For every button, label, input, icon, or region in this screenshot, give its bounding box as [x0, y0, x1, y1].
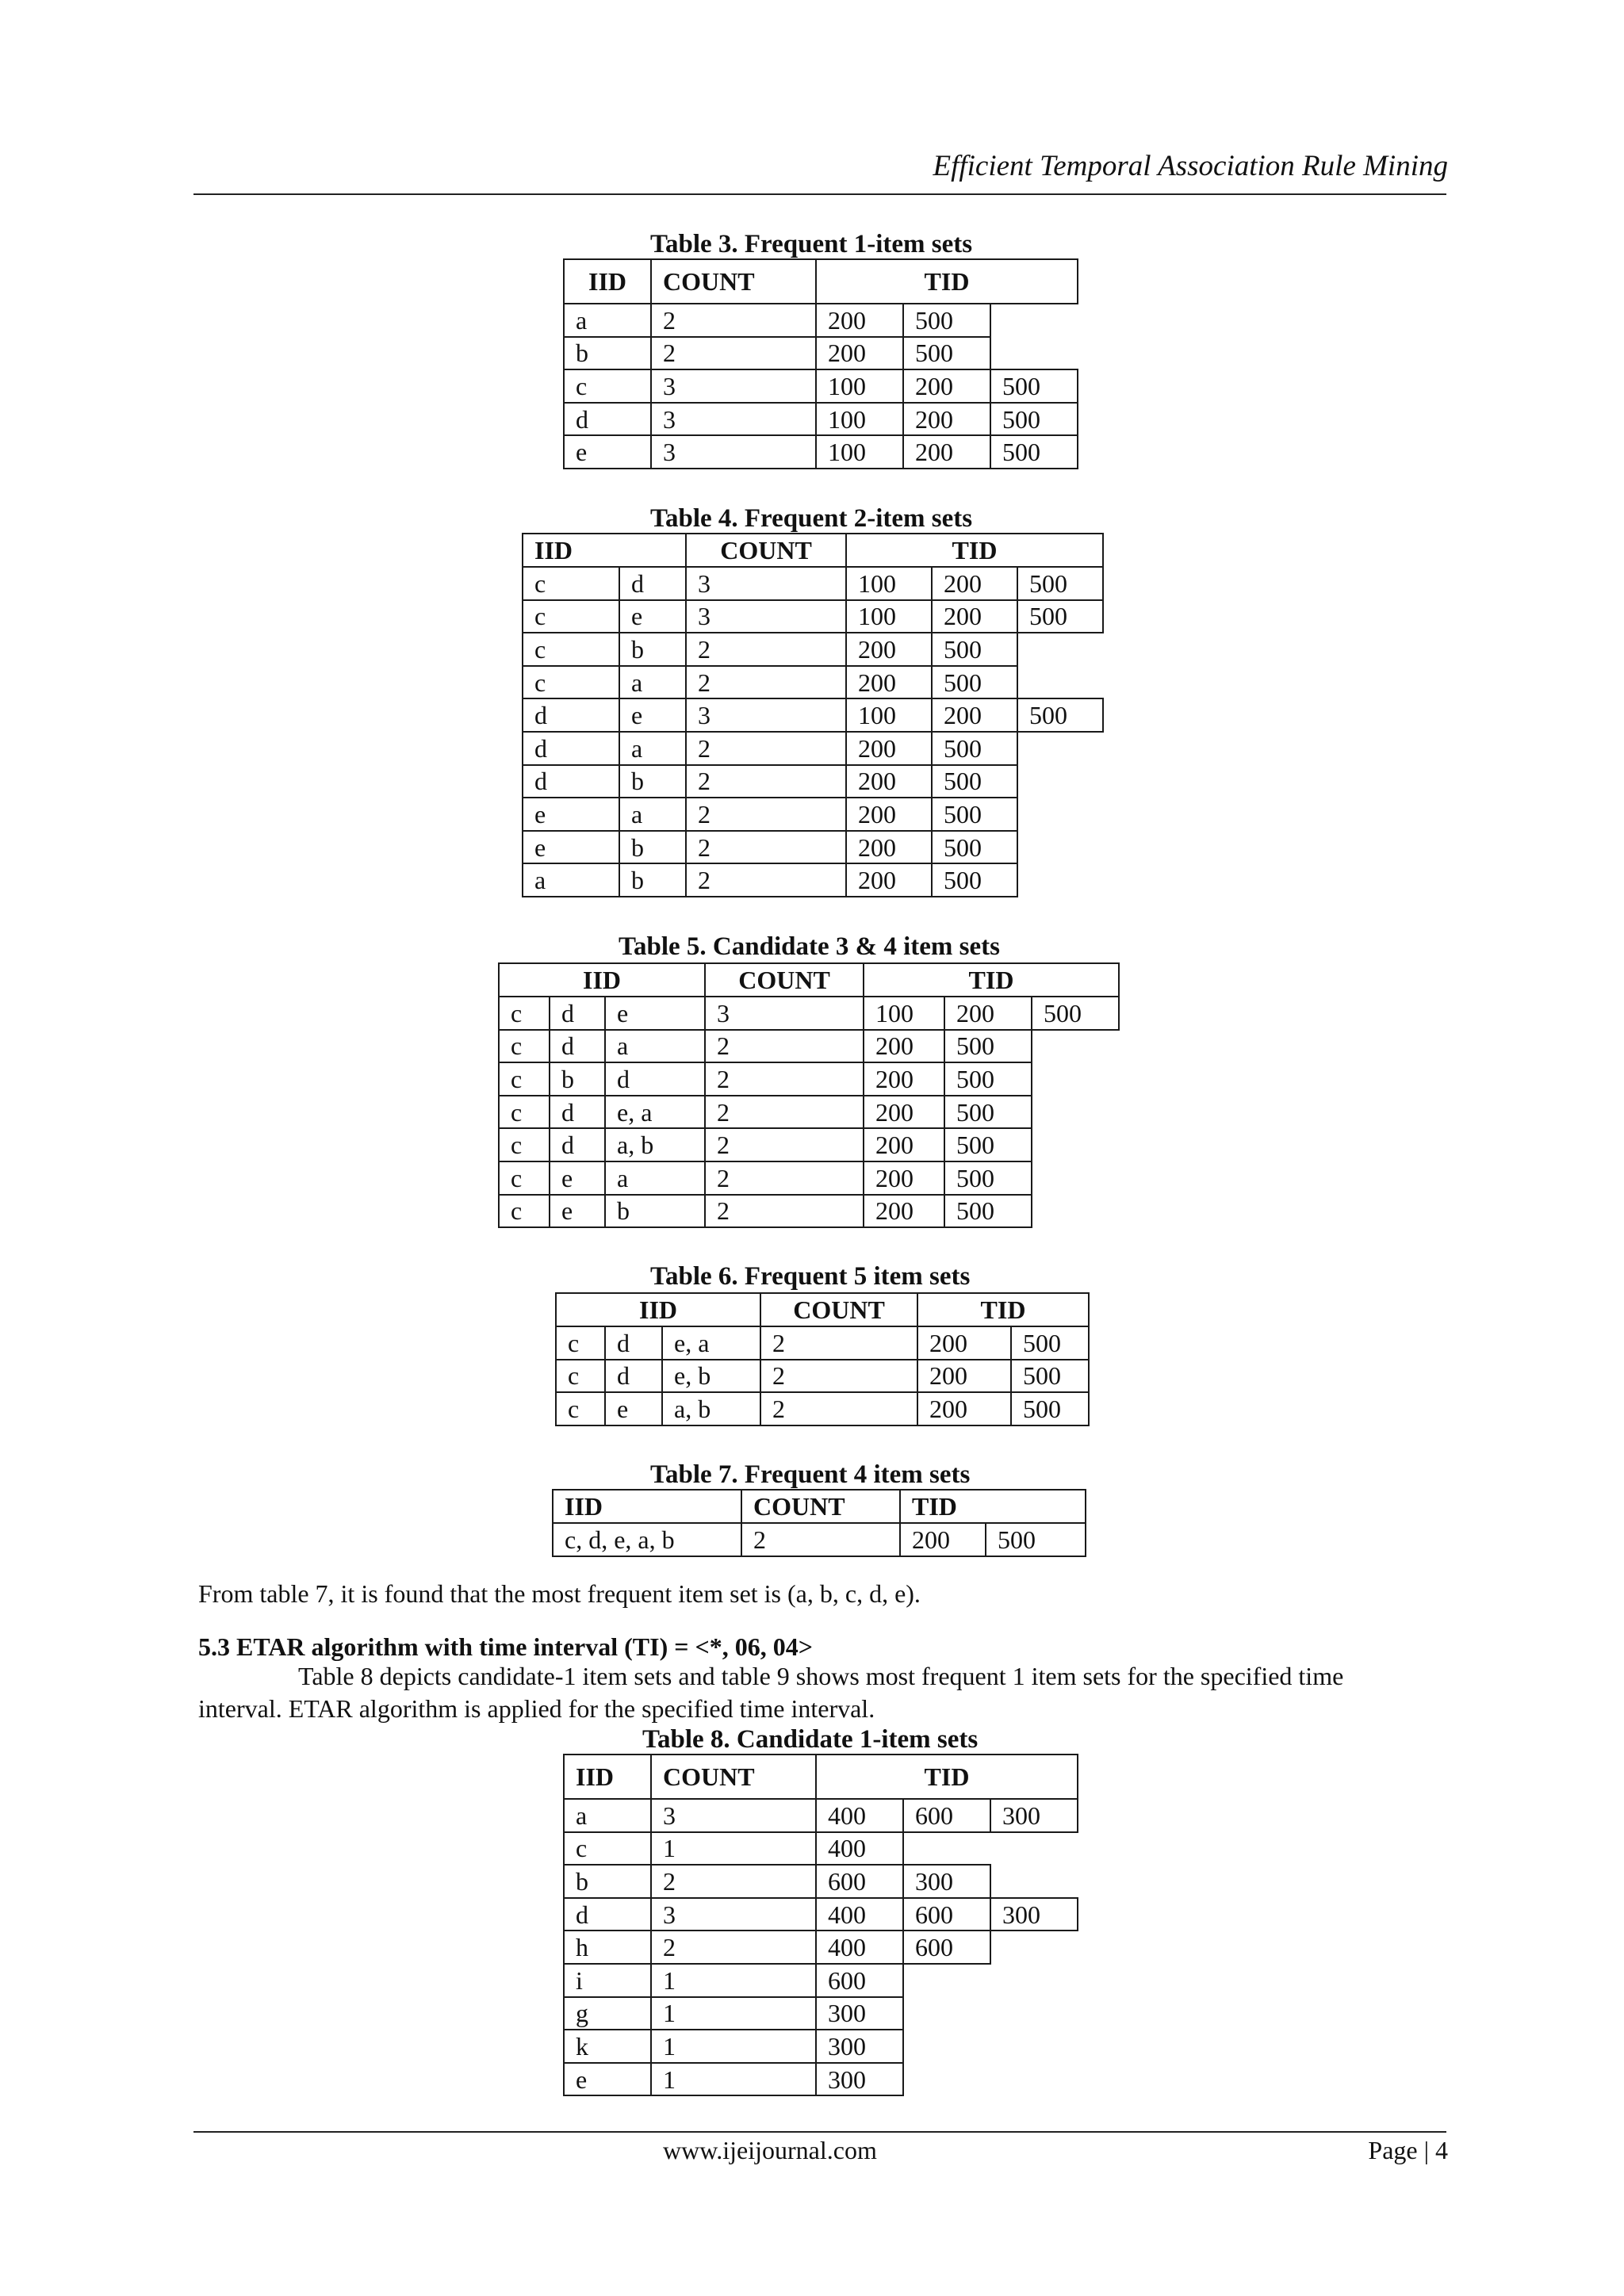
table-cell: a [619, 665, 687, 700]
running-title: Efficient Temporal Association Rule Mining [933, 150, 1448, 182]
table-cell: 2 [704, 1127, 864, 1162]
table-cell: a [604, 1029, 706, 1064]
table-cell: d [604, 1359, 663, 1394]
table-cell: 500 [1010, 1326, 1090, 1360]
table-cell: 200 [899, 1522, 986, 1557]
table-cell: 1 [650, 1831, 817, 1866]
table-cell: 600 [815, 1963, 904, 1998]
table-header-cell: TID [863, 962, 1120, 997]
table-header-cell: IID [563, 1754, 652, 1800]
table-cell: e [522, 797, 620, 832]
table-cell: c [522, 632, 620, 667]
table-cell: d [522, 731, 620, 766]
table-cell: 2 [704, 1194, 864, 1229]
table-header-cell: COUNT [650, 258, 817, 304]
table-cell: 100 [863, 996, 945, 1031]
table-cell: a [619, 731, 687, 766]
table-cell: i [563, 1963, 652, 1998]
table-cell: 500 [1017, 599, 1104, 634]
table-cell: 300 [815, 2062, 904, 2097]
table-cell: 200 [845, 830, 933, 865]
table-cell: 400 [815, 1798, 904, 1833]
table-cell: c [498, 1062, 550, 1096]
table-cell: d [522, 764, 620, 799]
table-header-cell: IID [522, 533, 687, 568]
table-cell: 2 [685, 797, 847, 832]
table-header-cell: TID [815, 1754, 1078, 1800]
table-cell: c [522, 599, 620, 634]
table-cell: d [549, 1127, 606, 1162]
table-cell: 2 [704, 1062, 864, 1096]
table-header-cell: TID [815, 258, 1078, 304]
table-cell: 300 [815, 2029, 904, 2064]
table-cell: 500 [1010, 1391, 1090, 1426]
table-cell: 2 [650, 336, 817, 371]
table-cell: e [619, 698, 687, 733]
table-cell: b [563, 336, 652, 371]
table-cell: 300 [815, 1996, 904, 2031]
table-header-cell: IID [563, 258, 652, 304]
table-cell: h [563, 1930, 652, 1965]
table-cell: 500 [931, 863, 1018, 897]
table7-caption: Table 7. Frequent 4 item sets [650, 1460, 971, 1489]
table-cell: 500 [1031, 996, 1120, 1031]
table-cell: 2 [704, 1095, 864, 1130]
table-cell: 200 [845, 797, 933, 832]
table-cell: d [604, 1326, 663, 1360]
table-cell: 500 [931, 665, 1018, 700]
table-cell: a [522, 863, 620, 897]
table-cell: d [549, 1095, 606, 1130]
table-cell: e [563, 2062, 652, 2097]
table-cell: d [563, 402, 652, 437]
table-header-cell: COUNT [741, 1489, 901, 1524]
table-cell: 500 [902, 303, 991, 338]
table4-caption: Table 4. Frequent 2-item sets [650, 504, 973, 533]
table-cell: 3 [650, 434, 817, 469]
table-cell: 200 [931, 599, 1018, 634]
table-cell: 600 [815, 1864, 904, 1899]
table-cell: b [619, 830, 687, 865]
table-cell: 2 [650, 1864, 817, 1899]
table-cell: 100 [845, 566, 933, 601]
table-header-cell: TID [899, 1489, 1086, 1524]
table-cell: 500 [1017, 566, 1104, 601]
table-cell: 1 [650, 1996, 817, 2031]
table-cell: 3 [685, 599, 847, 634]
table-cell: b [619, 632, 687, 667]
table-cell: c [555, 1359, 606, 1394]
table-cell: 2 [650, 1930, 817, 1965]
table-cell: 200 [863, 1062, 945, 1096]
table8-caption: Table 8. Candidate 1-item sets [642, 1725, 979, 1754]
table-cell: 3 [650, 369, 817, 404]
footer-rule [193, 2131, 1446, 2133]
table-cell: 300 [990, 1798, 1078, 1833]
table-cell: 2 [704, 1161, 864, 1196]
table-cell: 500 [931, 764, 1018, 799]
header-rule [193, 193, 1446, 195]
table-cell: 500 [931, 731, 1018, 766]
table-cell: 500 [931, 797, 1018, 832]
table-cell: 100 [845, 599, 933, 634]
table-cell: 200 [902, 369, 991, 404]
table-cell: 100 [815, 434, 904, 469]
table-cell: 300 [990, 1897, 1078, 1932]
table-cell: 200 [863, 1161, 945, 1196]
footer-page-number: Page | 4 [1368, 2136, 1448, 2164]
table-header-cell: COUNT [704, 962, 864, 997]
table-cell: d [549, 996, 606, 1031]
table-header-cell: TID [917, 1292, 1090, 1327]
table-cell: c [522, 665, 620, 700]
table-cell: c [498, 1095, 550, 1130]
table-cell: a [563, 303, 652, 338]
section-heading: 5.3 ETAR algorithm with time interval (TI) = <*, 06, 04> [198, 1632, 813, 1661]
table-cell: 3 [650, 402, 817, 437]
table-cell: 3 [685, 566, 847, 601]
table-cell: 2 [704, 1029, 864, 1064]
table-cell: e, a [661, 1326, 761, 1360]
table-cell: 600 [902, 1930, 991, 1965]
table-cell: e, a [604, 1095, 706, 1130]
table-cell: 500 [990, 369, 1078, 404]
table-cell: e [549, 1161, 606, 1196]
table-cell: 200 [931, 698, 1018, 733]
table-cell: 200 [902, 434, 991, 469]
table-cell: 3 [704, 996, 864, 1031]
table-cell: 100 [815, 369, 904, 404]
table-cell: 500 [1017, 698, 1104, 733]
table-cell: 1 [650, 2062, 817, 2097]
table-cell: b [563, 1864, 652, 1899]
table-cell: b [604, 1194, 706, 1229]
table-cell: e [522, 830, 620, 865]
table6-caption: Table 6. Frequent 5 item sets [650, 1262, 971, 1291]
table-header-cell: IID [498, 962, 706, 997]
table-cell: c [555, 1391, 606, 1426]
table-cell: 200 [863, 1127, 945, 1162]
table3-caption: Table 3. Frequent 1-item sets [650, 230, 973, 258]
table-cell: 600 [902, 1798, 991, 1833]
table-cell: 2 [760, 1391, 918, 1426]
table-cell: 400 [815, 1897, 904, 1932]
table-cell: c [498, 1127, 550, 1162]
table-cell: d [619, 566, 687, 601]
table-cell: g [563, 1996, 652, 2031]
table-cell: 2 [685, 731, 847, 766]
table-cell: a, b [604, 1127, 706, 1162]
table-cell: c [563, 1831, 652, 1866]
table-header-cell: IID [555, 1292, 761, 1327]
table-cell: 200 [863, 1194, 945, 1229]
table5-caption: Table 5. Candidate 3 & 4 item sets [619, 932, 1000, 961]
table-cell: b [619, 863, 687, 897]
table-cell: c [498, 1194, 550, 1229]
table-cell: k [563, 2029, 652, 2064]
footer-website: www.ijeijournal.com [663, 2136, 877, 2164]
table-cell: 500 [931, 830, 1018, 865]
table-cell: d [563, 1897, 652, 1932]
table-cell: 1 [650, 1963, 817, 1998]
table-cell: c [563, 369, 652, 404]
table-cell: c [522, 566, 620, 601]
table-cell: b [619, 764, 687, 799]
table-cell: 200 [917, 1391, 1012, 1426]
table-cell: c [498, 996, 550, 1031]
table-cell: 200 [917, 1359, 1012, 1394]
table-cell: 400 [815, 1930, 904, 1965]
table-cell: a [563, 1798, 652, 1833]
table-cell: 500 [944, 1029, 1032, 1064]
table-cell: 1 [650, 2029, 817, 2064]
table-cell: 200 [863, 1029, 945, 1064]
table-cell: c [555, 1326, 606, 1360]
table-cell: 3 [650, 1798, 817, 1833]
table-cell: c [498, 1029, 550, 1064]
table-cell: b [549, 1062, 606, 1096]
table-cell: e [619, 599, 687, 634]
table-cell: 200 [917, 1326, 1012, 1360]
table-cell: 2 [685, 830, 847, 865]
table-cell: 500 [990, 402, 1078, 437]
table-cell: d [522, 698, 620, 733]
table-cell: 2 [760, 1359, 918, 1394]
table-cell: e [604, 1391, 663, 1426]
table-cell: 100 [815, 402, 904, 437]
table-cell: a [604, 1161, 706, 1196]
table-cell: 100 [845, 698, 933, 733]
table-cell: 500 [944, 1095, 1032, 1130]
paragraph-line-1: Table 8 depicts candidate-1 item sets and table 9 shows most frequent 1 item sets for the specified time [298, 1662, 1344, 1690]
table-cell: 2 [685, 665, 847, 700]
table-cell: e [549, 1194, 606, 1229]
paragraph-line-2: interval. ETAR algorithm is applied for the specified time interval. [198, 1694, 875, 1723]
table-header-cell: IID [552, 1489, 742, 1524]
table-cell: 2 [685, 632, 847, 667]
table-cell: 2 [760, 1326, 918, 1360]
table-cell: e [563, 434, 652, 469]
table-cell: 200 [845, 665, 933, 700]
table-cell: 200 [902, 402, 991, 437]
table-cell: 500 [985, 1522, 1086, 1557]
table-cell: 200 [845, 863, 933, 897]
table-cell: 600 [902, 1897, 991, 1932]
table-cell: d [549, 1029, 606, 1064]
paragraph-conclusion: From table 7, it is found that the most frequent item set is (a, b, c, d, e). [198, 1579, 921, 1608]
table-cell: a, b [661, 1391, 761, 1426]
table-cell: 3 [685, 698, 847, 733]
table-header-cell: COUNT [760, 1292, 918, 1327]
table-cell: 200 [845, 764, 933, 799]
table-cell: 400 [815, 1831, 904, 1866]
table-cell: 500 [931, 632, 1018, 667]
table-cell: 500 [944, 1062, 1032, 1096]
table-cell: 500 [944, 1127, 1032, 1162]
table-header-cell: COUNT [685, 533, 847, 568]
table-cell: 200 [845, 731, 933, 766]
table-cell: 2 [741, 1522, 901, 1557]
table-cell: 200 [845, 632, 933, 667]
table-cell: 200 [815, 336, 904, 371]
table-cell: 500 [990, 434, 1078, 469]
table-cell: 200 [815, 303, 904, 338]
table-cell: 500 [944, 1161, 1032, 1196]
table-cell: 300 [902, 1864, 991, 1899]
table-cell: c, d, e, a, b [552, 1522, 742, 1557]
table-cell: d [604, 1062, 706, 1096]
table-cell: 500 [902, 336, 991, 371]
table-cell: c [498, 1161, 550, 1196]
table-header-cell: TID [845, 533, 1104, 568]
table-cell: 200 [931, 566, 1018, 601]
table-cell: e [604, 996, 706, 1031]
table-cell: e, b [661, 1359, 761, 1394]
table-cell: a [619, 797, 687, 832]
table-cell: 500 [1010, 1359, 1090, 1394]
table-cell: 200 [944, 996, 1032, 1031]
table-cell: 2 [650, 303, 817, 338]
table-cell: 500 [944, 1194, 1032, 1229]
table-cell: 2 [685, 764, 847, 799]
table-cell: 200 [863, 1095, 945, 1130]
table-header-cell: COUNT [650, 1754, 817, 1800]
table-cell: 3 [650, 1897, 817, 1932]
table-cell: 2 [685, 863, 847, 897]
